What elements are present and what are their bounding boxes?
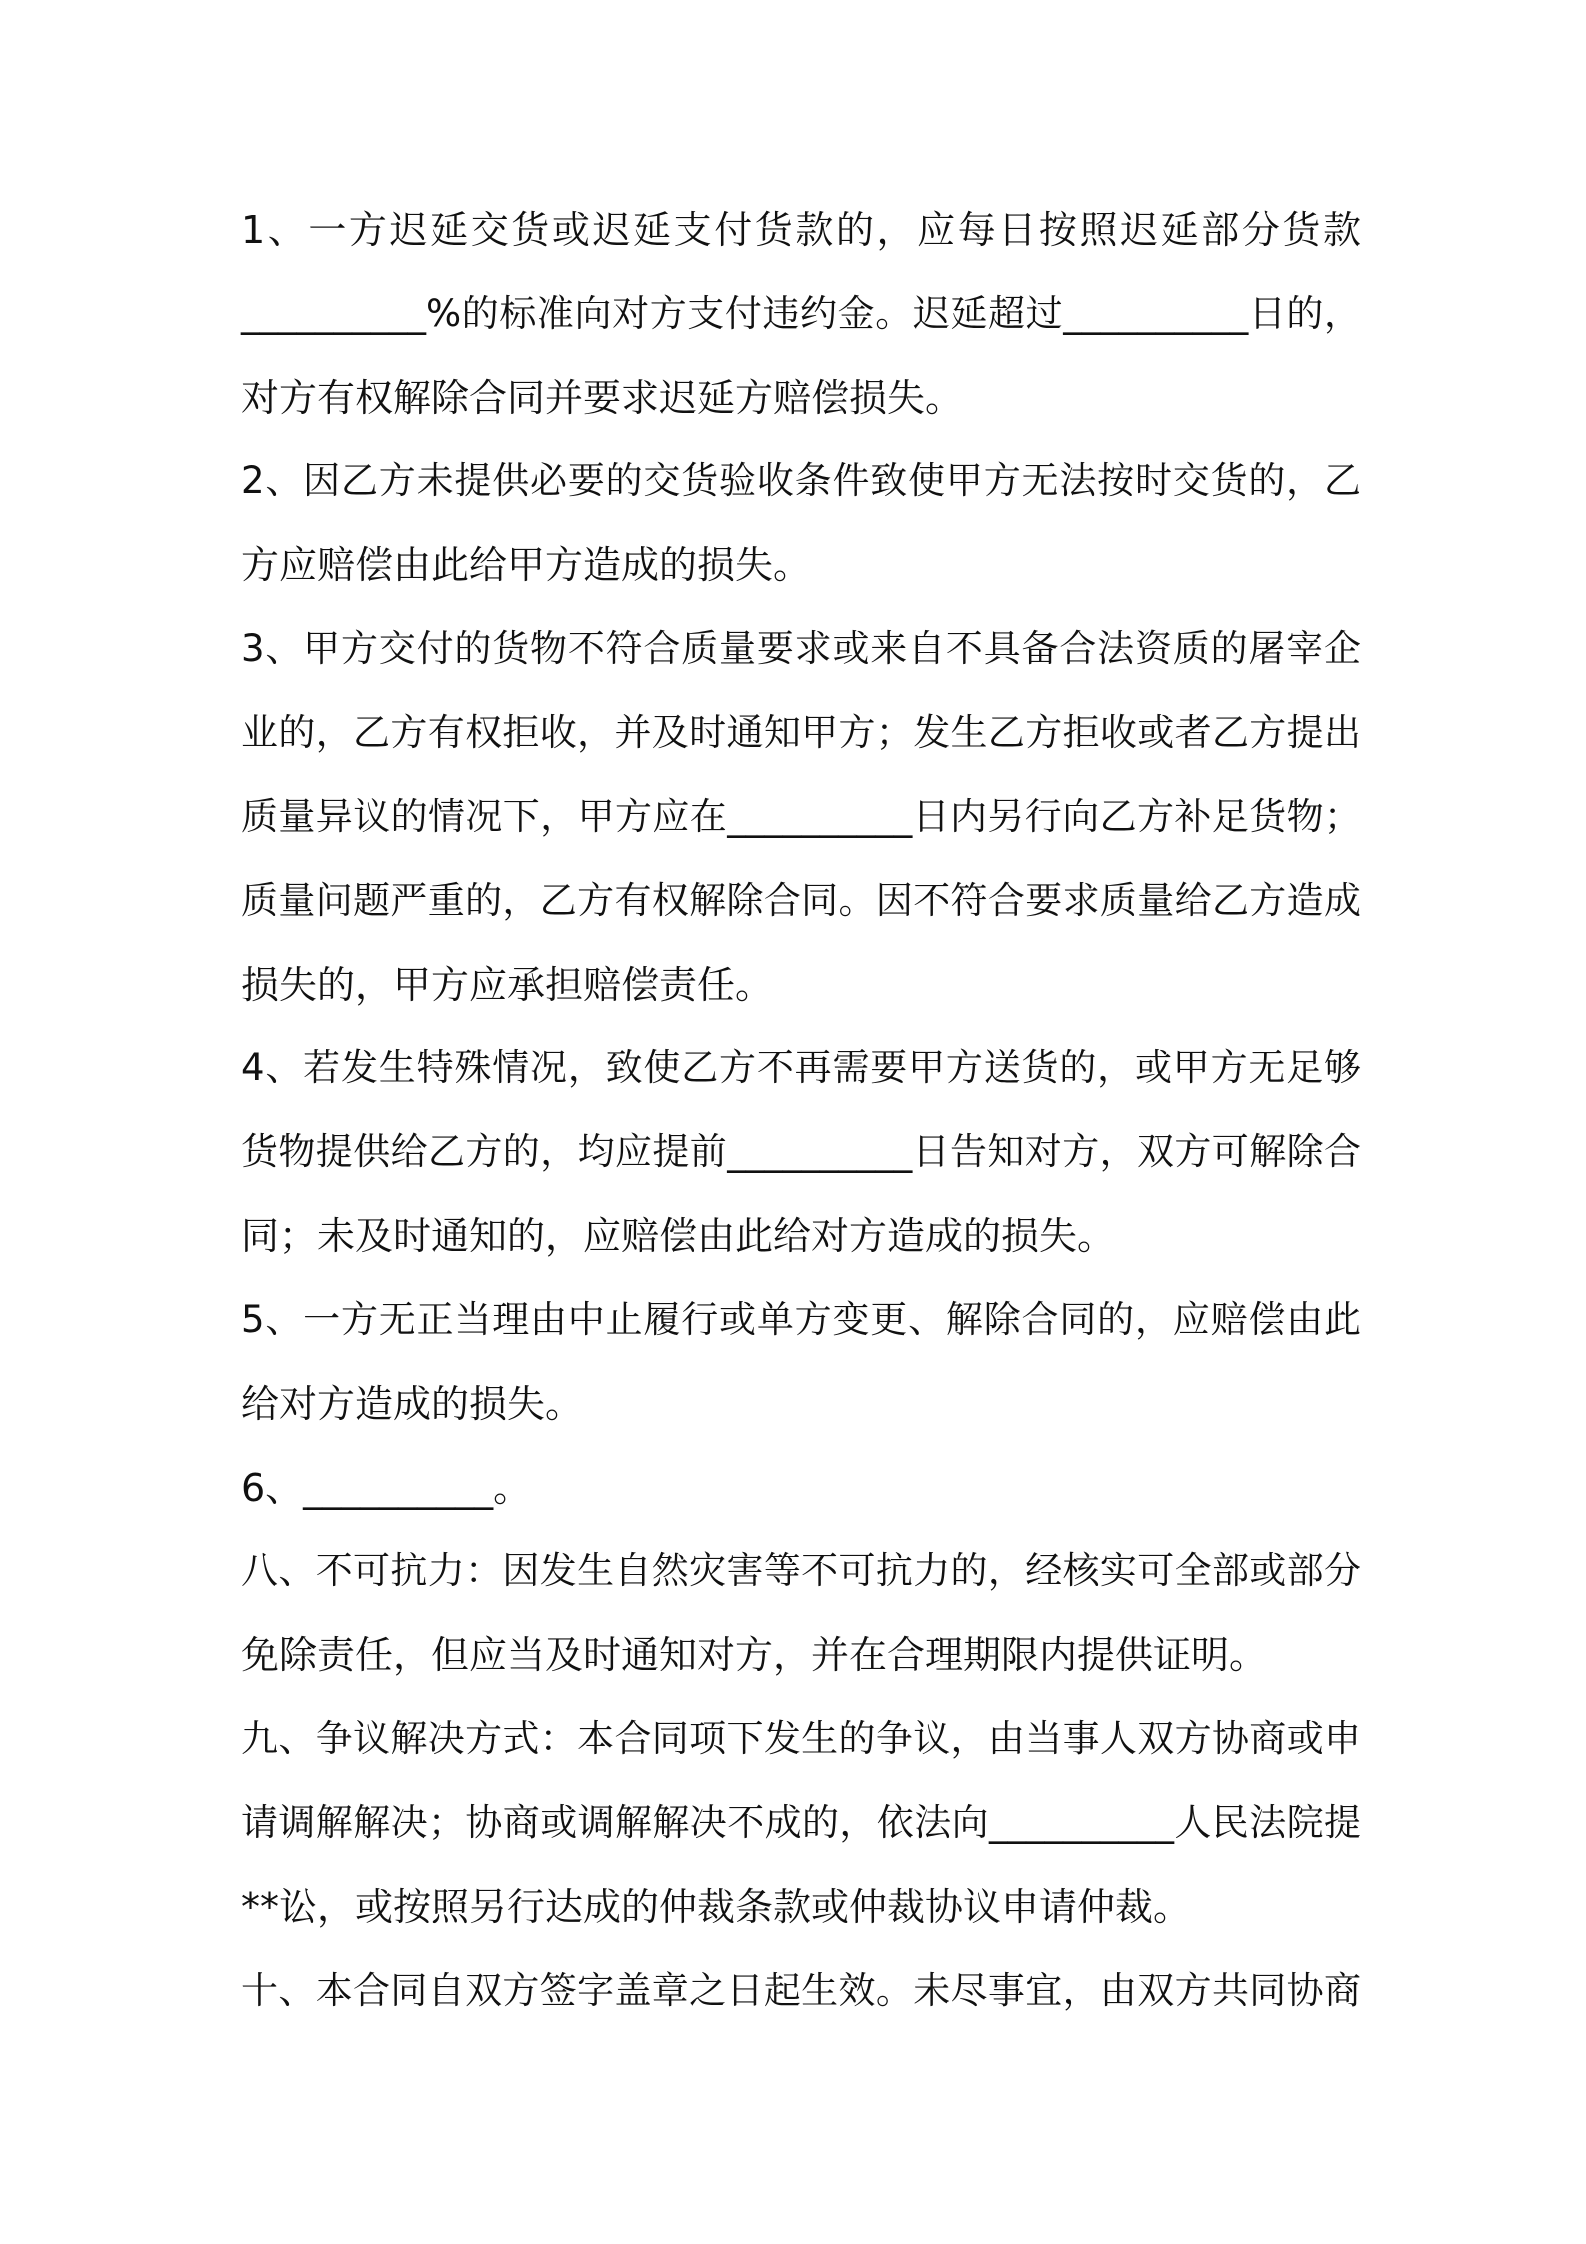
text-line: 1、一方迟延交货或迟延支付货款的，应每日按照迟延部分货款: [241, 208, 1361, 252]
text-line: 方应赔偿由此给甲方造成的损失。: [241, 543, 812, 587]
text-line: 3、甲方交付的货物不符合质量要求或来自不具备合法资质的屠宰企: [241, 627, 1361, 670]
text-line: 给对方造成的损失。: [241, 1382, 584, 1426]
text-line: 免除责任，但应当及时通知对方，并在合理期限内提供证明。: [241, 1633, 1268, 1677]
text-line: 6、__________。: [241, 1466, 532, 1510]
text-line: 请调解解决；协商或调解解决不成的，依法向__________人民法院提: [241, 1801, 1361, 1844]
text-line: **讼，或按照另行达成的仲裁条款或仲裁协议申请仲裁。: [241, 1885, 1192, 1929]
text-line: 对方有权解除合同并要求迟延方赔偿损失。: [241, 376, 964, 420]
text-line: 4、若发生特殊情况，致使乙方不再需要甲方送货的，或甲方无足够: [241, 1046, 1361, 1089]
text-line: __________%的标准向对方支付违约金。迟延超过__________日的，: [241, 292, 1361, 335]
text-line: 5、一方无正当理由中止履行或单方变更、解除合同的，应赔偿由此: [241, 1298, 1361, 1341]
text-line: 2、因乙方未提供必要的交货验收条件致使甲方无法按时交货的，乙: [241, 459, 1361, 502]
text-line: 损失的，甲方应承担赔偿责任。: [241, 963, 774, 1007]
text-line: 同；未及时通知的，应赔偿由此给对方造成的损失。: [241, 1214, 1116, 1258]
text-line: 八、不可抗力：因发生自然灾害等不可抗力的，经核实可全部或部分: [241, 1549, 1361, 1592]
text-line: 质量问题严重的，乙方有权解除合同。因不符合要求质量给乙方造成: [241, 879, 1361, 922]
text-line: 货物提供给乙方的，均应提前__________日告知对方，双方可解除合: [241, 1130, 1361, 1173]
text-line: 质量异议的情况下，甲方应在__________日内另行向乙方补足货物；: [241, 795, 1361, 838]
text-line: 十、本合同自双方签字盖章之日起生效。未尽事宜，由双方共同协商: [241, 1969, 1361, 2012]
text-line: 九、争议解决方式：本合同项下发生的争议，由当事人双方协商或申: [241, 1717, 1361, 1760]
text-line: 业的，乙方有权拒收，并及时通知甲方；发生乙方拒收或者乙方提出: [241, 711, 1361, 754]
